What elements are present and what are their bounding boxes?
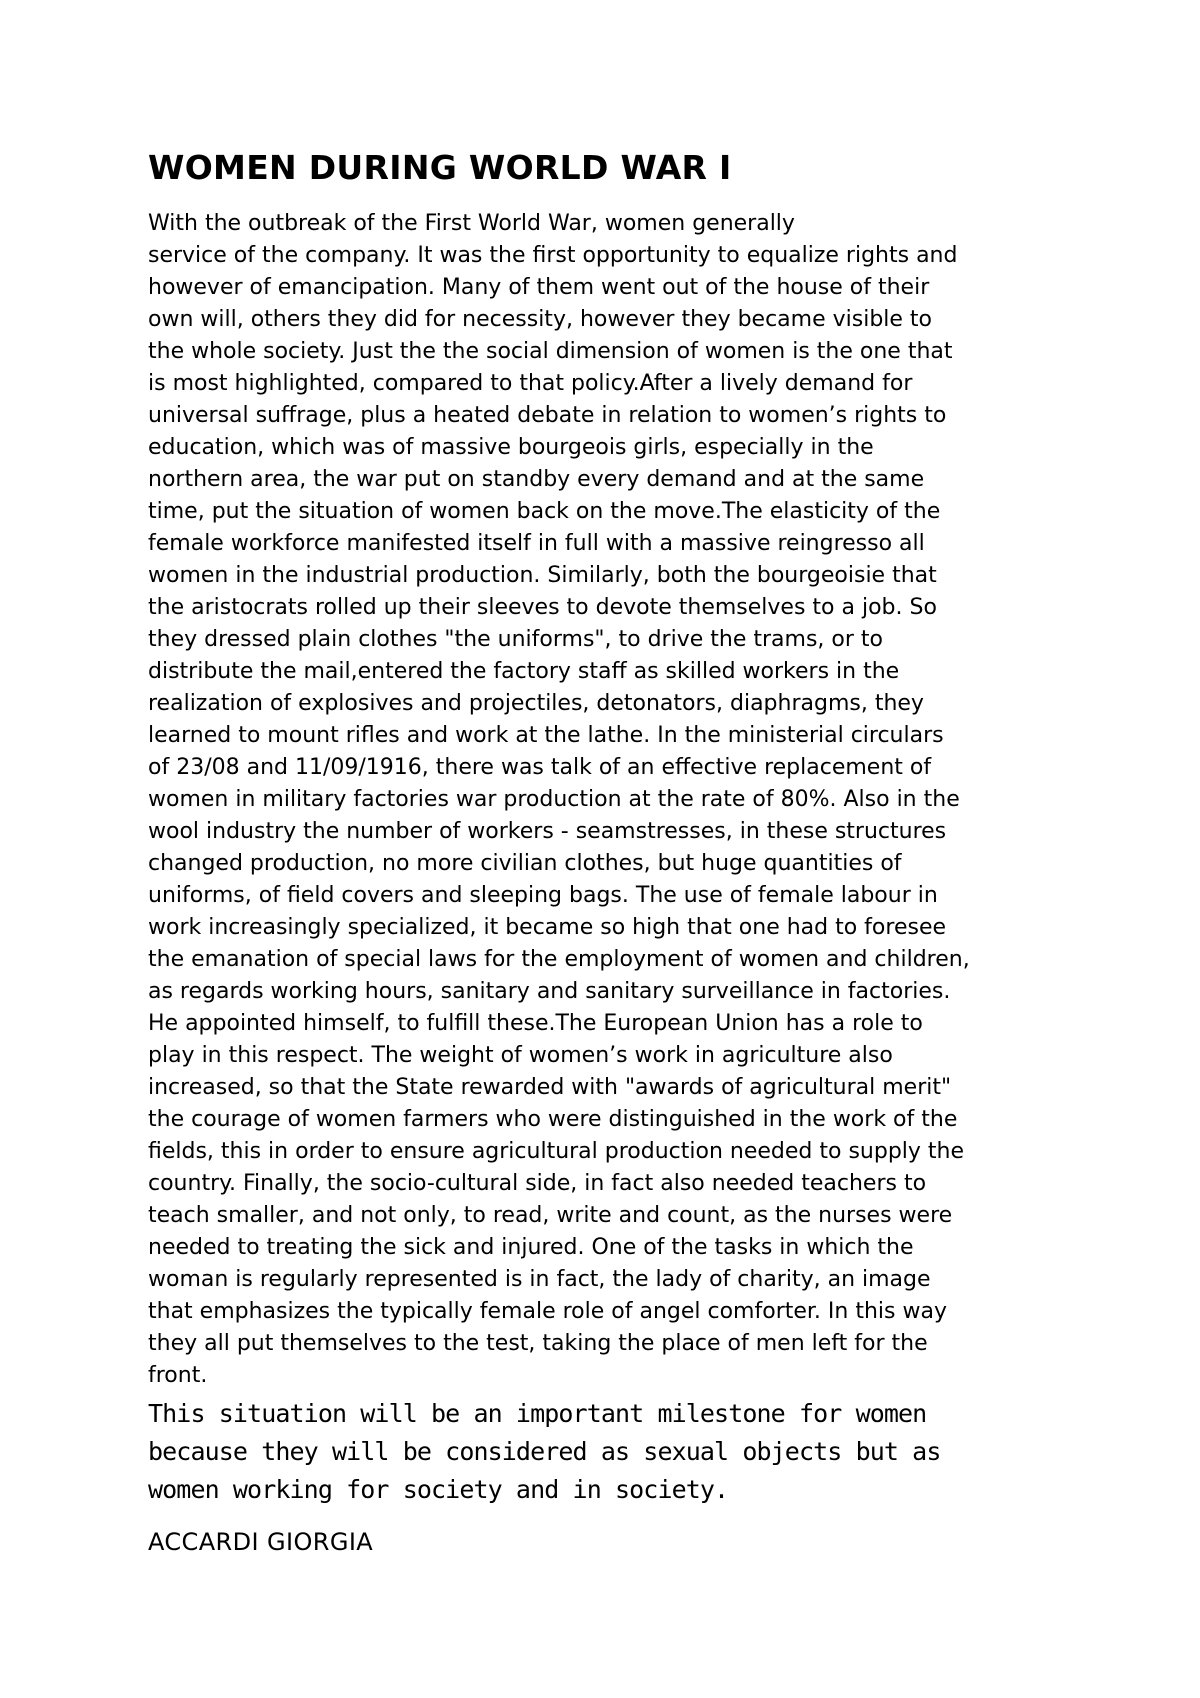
body-line: women in the industrial production. Similarly, both the bourgeoisie that [148,563,937,588]
conclusion-paragraph [148,1395,1148,1509]
conclusion-line: This situation will be an important milestone for women [148,1399,927,1428]
body-line: is most highlighted, compared to that policy.After a lively demand for [148,371,913,396]
body-line: however of emancipation. Many of them went out of the house of their [148,275,930,300]
body-line: they dressed plain clothes "the uniforms", to drive the trams, or to [148,627,883,652]
body-line: the aristocrats rolled up their sleeves to devote themselves to a job. So [148,595,937,620]
body-line: play in this respect. The weight of women’s work in agriculture also [148,1043,893,1068]
body-line: needed to treating the sick and injured. One of the tasks in which the [148,1235,914,1260]
body-line: increased, so that the State rewarded with "awards of agricultural merit" [148,1075,952,1100]
body-line: female workforce manifested itself in full with a massive reingresso all [148,531,925,556]
conclusion-line: because they will be considered as sexual objects but as [148,1437,941,1466]
body-line: He appointed himself, to fulfill these.The European Union has a role to [148,1011,923,1036]
body-line: of 23/08 and 11/09/1916, there was talk of an effective replacement of [148,755,932,780]
document-title: WOMEN DURING WORLD WAR I [148,148,732,187]
body-line: time, put the situation of women back on the move.The elasticity of the [148,499,941,524]
body-line: work increasingly specialized, it became so high that one had to foresee [148,915,947,940]
body-line: universal suffrage, plus a heated debate in relation to women’s rights to [148,403,947,428]
body-line: own will, others they did for necessity, however they became visible to [148,307,933,332]
body-line: teach smaller, and not only, to read, write and count, as the nurses were [148,1203,953,1228]
conclusion-line: women working for society and in society. [148,1475,729,1504]
body-line: education, which was of massive bourgeois girls, especially in the [148,435,874,460]
body-line: distribute the mail,entered the factory staff as skilled workers in the [148,659,900,684]
body-line: wool industry the number of workers - seamstresses, in these structures [148,819,947,844]
body-line: women in military factories war production at the rate of 80%. Also in the [148,787,960,812]
body-line: country. Finally, the socio-cultural side, in fact also needed teachers to [148,1171,927,1196]
body-paragraph [148,208,1148,1392]
body-line: front. [148,1363,208,1388]
body-line: the emanation of special laws for the employment of women and children, [148,947,970,972]
body-line: northern area, the war put on standby every demand and at the same [148,467,925,492]
body-line: changed production, no more civilian clothes, but huge quantities of [148,851,902,876]
body-line: woman is regularly represented is in fact, the lady of charity, an image [148,1267,931,1292]
body-line: realization of explosives and projectiles, detonators, diaphragms, they [148,691,924,716]
body-line: they all put themselves to the test, taking the place of men left for the [148,1331,928,1356]
body-line: learned to mount rifles and work at the lathe. In the ministerial circulars [148,723,944,748]
body-line: With the outbreak of the First World War, women generally [148,211,795,236]
body-line: service of the company. It was the first opportunity to equalize rights and [148,243,958,268]
body-line: the courage of women farmers who were distinguished in the work of the [148,1107,958,1132]
author-name: ACCARDI GIORGIA [148,1528,374,1556]
body-line: fields, this in order to ensure agricultural production needed to supply the [148,1139,965,1164]
body-line: that emphasizes the typically female role of angel comforter. In this way [148,1299,947,1324]
body-line: uniforms, of field covers and sleeping bags. The use of female labour in [148,883,938,908]
body-line: as regards working hours, sanitary and sanitary surveillance in factories. [148,979,951,1004]
body-line: the whole society. Just the the social dimension of women is the one that [148,339,953,364]
